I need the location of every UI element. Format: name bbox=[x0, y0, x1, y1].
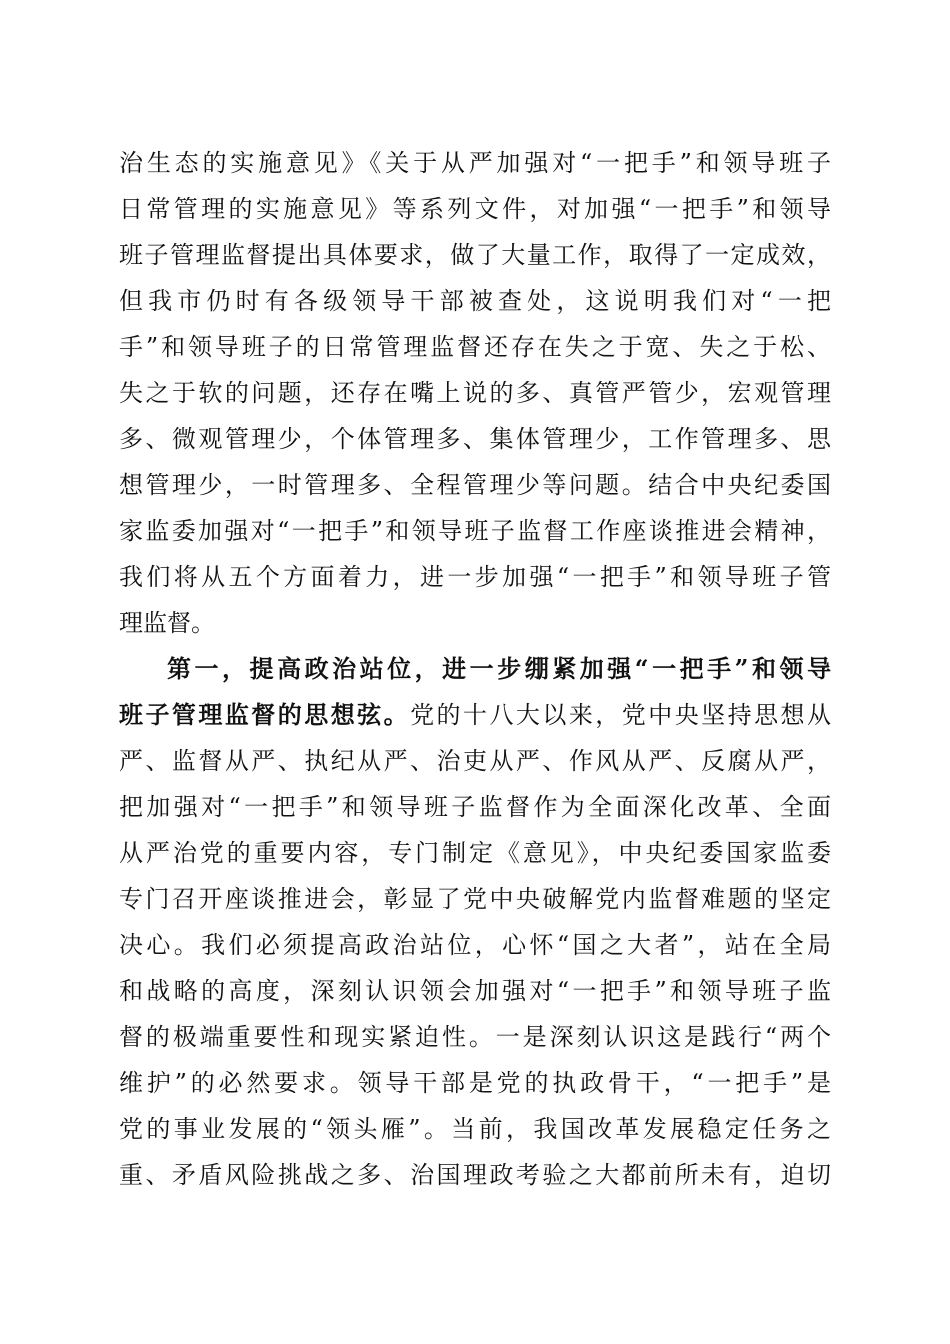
text-line: 专门召开座谈推进会，彰显了党中央破解党内监督难题的坚定 bbox=[119, 885, 831, 913]
text-line: 党的事业发展的“领头雁”。当前，我国改革发展稳定任务之 bbox=[119, 1115, 831, 1143]
text-line: 决心。我们必须提高政治站位，心怀“国之大者”，站在全局 bbox=[119, 931, 831, 959]
document-body bbox=[119, 140, 831, 1198]
text-line: 从严治党的重要内容，专门制定《意见》，中央纪委国家监委 bbox=[119, 839, 831, 867]
paragraph-2 bbox=[119, 646, 831, 1198]
text-line: 理监督。 bbox=[119, 609, 215, 637]
text-line: 维护”的必然要求。领导干部是党的执政骨干，“一把手”是 bbox=[119, 1069, 831, 1097]
text-line: 想管理少，一时管理多、全程管理少等问题。结合中央纪委国 bbox=[119, 471, 831, 499]
text-line: 班子管理监督提出具体要求，做了大量工作，取得了一定成效， bbox=[119, 241, 831, 269]
paragraph-1 bbox=[119, 140, 831, 646]
text-run: 党的十八大以来，党中央坚持思想从 bbox=[410, 701, 832, 729]
text-line: 严、监督从严、执纪从严、治吏从严、作风从严、反腐从严， bbox=[119, 747, 831, 775]
text-line bbox=[119, 692, 831, 738]
text-line: 治生态的实施意见》《关于从严加强对“一把手”和领导班子 bbox=[119, 149, 831, 177]
text-line: 多、微观管理少，个体管理多、集体管理少，工作管理多、思 bbox=[119, 425, 831, 453]
text-line: 但我市仍时有各级领导干部被查处，这说明我们对“一把 bbox=[119, 287, 831, 315]
section-heading-end: 班子管理监督的思想弦。 bbox=[119, 700, 411, 729]
text-line: 督的极端重要性和现实紧迫性。一是深刻认识这是践行“两个 bbox=[119, 1023, 831, 1051]
text-line: 日常管理的实施意见》等系列文件，对加强“一把手”和领导 bbox=[119, 195, 831, 223]
text-line: 家监委加强对“一把手”和领导班子监督工作座谈推进会精神， bbox=[119, 517, 831, 545]
text-line: 和战略的高度，深刻认识领会加强对“一把手”和领导班子监 bbox=[119, 977, 831, 1005]
text-line: 把加强对“一把手”和领导班子监督作为全面深化改革、全面 bbox=[119, 793, 831, 821]
text-line: 我们将从五个方面着力，进一步加强“一把手”和领导班子管 bbox=[119, 563, 831, 591]
text-line: 手”和领导班子的日常管理监督还存在失之于宽、失之于松、 bbox=[119, 333, 831, 361]
text-line: 失之于软的问题，还存在嘴上说的多、真管严管少，宏观管理 bbox=[119, 379, 831, 407]
section-heading: 第一，提高政治站位，进一步绷紧加强“一把手”和领导 bbox=[167, 654, 831, 683]
text-line: 重、矛盾风险挑战之多、治国理政考验之大都前所未有，迫切 bbox=[119, 1161, 831, 1189]
